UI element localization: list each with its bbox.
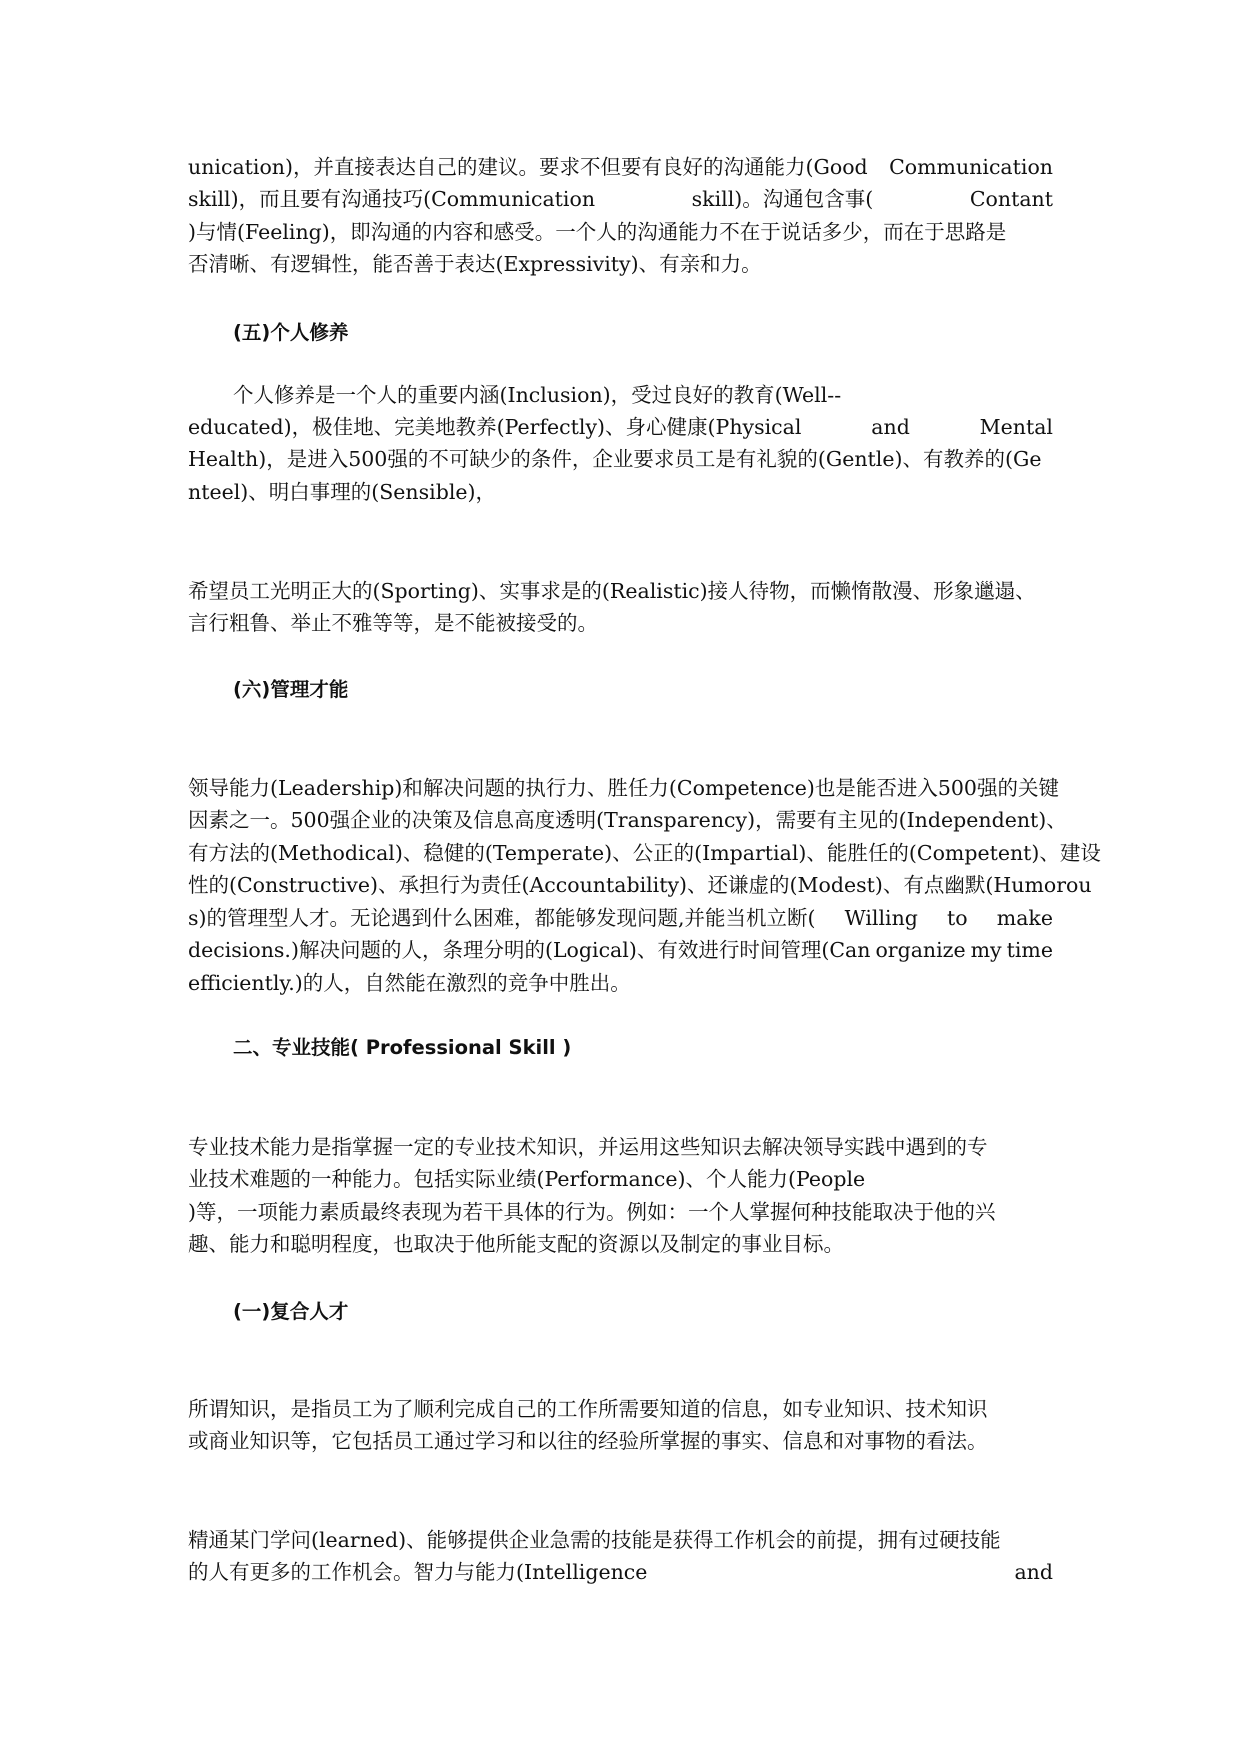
text-line (188, 411, 1053, 444)
text-line: 专业技术能力是指掌握一定的专业技术知识，并运用这些知识去解决领导实践中遇到的专 (188, 1135, 988, 1159)
text-segment: to (947, 906, 968, 930)
section-heading: (一)复合人才 (233, 1300, 349, 1323)
text-segment: 的人有更多的工作机会。智力与能力(Intelligence (188, 1560, 648, 1584)
text-line: )等，一项能力素质最终表现为若干具体的行为。例如：一个人掌握何种技能取决于他的兴 (188, 1200, 996, 1224)
text-line: 有方法的(Methodical)、稳健的(Temperate)、公正的(Impartial)、能胜任的(Competent)、建设 (188, 841, 1101, 865)
text-line: 言行粗鲁、举止不雅等等，是不能被接受的。 (188, 611, 598, 635)
text-line (188, 1556, 1053, 1589)
text-line: 趣、能力和聪明程度，也取决于他所能支配的资源以及制定的事业目标。 (188, 1232, 844, 1256)
text-segment: s)的管理型人才。无论遇到什么困难，都能够发现问题,并能当机立断( (188, 906, 816, 930)
text-segment: unication)，并直接表达自己的建议。要求不但要有良好的沟通能力(Good (188, 155, 868, 179)
section-heading: (六)管理才能 (233, 678, 349, 701)
text-line: Health)，是进入500强的不可缺少的条件，企业要求员工是有礼貌的(Gentle)、有教养的(Ge (188, 447, 1042, 471)
text-segment: my (970, 938, 1002, 962)
text-line (188, 934, 1053, 967)
text-segment: organize (875, 938, 966, 962)
text-segment: Mental (979, 415, 1053, 439)
text-line: 领导能力(Leadership)和解决问题的执行力、胜任力(Competence)也是能否进入500强的关键 (188, 776, 1059, 800)
text-line: 因素之一。500强企业的决策及信息高度透明(Transparency)，需要有主见的(Independent)、 (188, 808, 1067, 832)
text-segment: Contant (969, 187, 1053, 211)
text-line (188, 902, 1053, 935)
text-line (188, 183, 1053, 216)
text-line: 希望员工光明正大的(Sporting)、实事求是的(Realistic)接人待物，而懒惰散漫、形象邋遢、 (188, 579, 1036, 603)
text-line: 个人修养是一个人的重要内涵(Inclusion)，受过良好的教育(Well-- (233, 383, 842, 407)
section-heading: (五)个人修养 (233, 321, 349, 344)
text-segment: educated)，极佳地、完美地教养(Perfectly)、身心健康(Physical (188, 415, 802, 439)
text-segment: and (1014, 1560, 1053, 1584)
text-segment: skill)。沟通包含事( (691, 187, 874, 211)
section-heading: 二、专业技能( Professional Skill ) (233, 1036, 572, 1059)
text-segment: skill)，而且要有沟通技巧(Communication (188, 187, 596, 211)
text-segment: Communication (889, 155, 1053, 179)
text-line: 所谓知识，是指员工为了顺利完成自己的工作所需要知道的信息，如专业知识、技术知识 (188, 1397, 988, 1421)
text-segment: decisions.)解决问题的人，条理分明的(Logical)、有效进行时间管理(Can (188, 938, 871, 962)
text-line: efficiently.)的人，自然能在激烈的竞争中胜出。 (188, 971, 631, 995)
text-line (188, 151, 1053, 184)
text-line: nteel)、明白事理的(Sensible)， (188, 480, 497, 504)
text-segment: make (996, 906, 1053, 930)
text-line: 或商业知识等，它包括员工通过学习和以往的经验所掌握的事实、信息和对事物的看法。 (188, 1429, 988, 1453)
text-line: )与情(Feeling)，即沟通的内容和感受。一个人的沟通能力不在于说话多少，而在于思路是 (188, 220, 1007, 244)
text-line: 性的(Constructive)、承担行为责任(Accountability)、还谦虚的(Modest)、有点幽默(Humorou (188, 873, 1092, 897)
text-segment: Willing (844, 906, 918, 930)
text-line: 业技术难题的一种能力。包括实际业绩(Performance)、个人能力(People (188, 1167, 866, 1191)
text-segment: time (1006, 938, 1053, 962)
text-line: 否清晰、有逻辑性，能否善于表达(Expressivity)、有亲和力。 (188, 252, 762, 276)
text-segment: and (871, 415, 910, 439)
text-line: 精通某门学问(learned)、能够提供企业急需的技能是获得工作机会的前提，拥有过硬技能 (188, 1528, 1001, 1552)
